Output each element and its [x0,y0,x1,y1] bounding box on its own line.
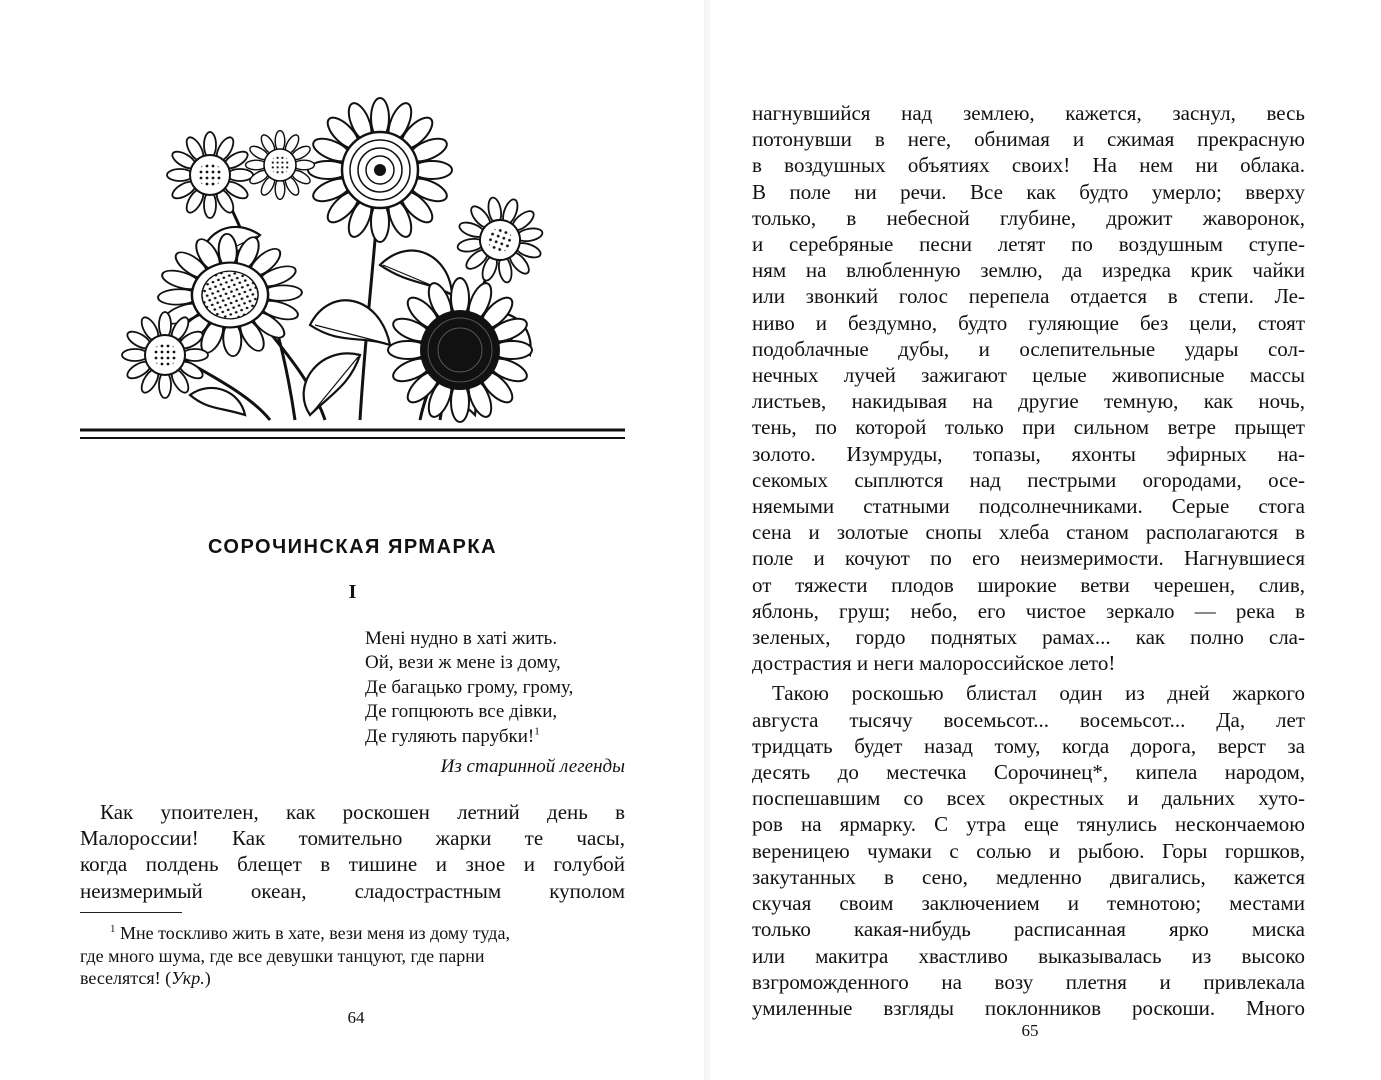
body-line: сена и золотые снопы хлеба станом располагаются в [752,520,1305,545]
epigraph-line [365,725,635,749]
body-line: В поле ни речи. Все как будто умерло; вверху [752,179,1305,204]
body-line: взгроможденного на возу плетня и привлекала [752,969,1305,994]
body-line: закутанных в сено, медленно двигались, кажется [752,864,1305,889]
body-line: десять до местечка Сорочинец*, кипела народом, [752,760,1305,785]
book-gutter [704,0,710,1080]
body-line: вереницею чумаки с солью и рыбою. Горы горшков, [752,838,1305,863]
body-line: умиленные взгляды поклонников роскоши. Много [752,995,1305,1020]
body-line: ням на влюбленную землю, да изредка крик чайки [752,258,1305,283]
body-line: тень, по которой только при сильном ветре прыщет [752,415,1305,440]
body-line: августа тысячу восемьсот... восемьсот... Да, лет [752,707,1305,732]
chapter-number: I [348,581,357,603]
sunflower-small-4 [246,131,315,200]
body-line: листьев, накидывая на другие темную, как ночь, [752,389,1305,414]
body-line: или макитра хвастливо выказывалась из высоко [752,943,1305,968]
footnote-reference: 1 [534,725,540,738]
epigraph-line: Ой, вези ж мене із дому, [365,652,561,674]
body-line: секомых сыплются над пестрыми огородами, осе- [752,467,1305,492]
footnote-line [80,967,630,990]
page-number-left: 64 [347,1008,365,1027]
body-line: золото. Изумруды, топазы, яхонты эфирных на- [752,441,1305,466]
body-line: ниво и бездумно, будто гуляющие без цели, стоят [752,310,1305,335]
right-page-body [752,100,1305,1021]
epigraph-line: Де гопцюють все дівки, [365,701,558,723]
body-line: ров на ярмарку. С утра еще тянулись нескончаемою [752,812,1305,837]
epigraph-source: Из старинной легенды [440,756,625,778]
body-line: зеленых, гордо поднятых рамах... как полно сла- [752,625,1305,650]
chapter-title: СОРОЧИНСКАЯ ЯРМАРКА [207,536,498,558]
footnote-lang-abbr: Укр. [171,968,205,989]
page-number-right: 65 [1021,1021,1039,1040]
epigraph [365,627,635,779]
body-line: дострастия и неги малороссийское лето! [752,651,1116,676]
sunflower-top [308,98,452,242]
footnote-tail: ) [204,968,211,989]
body-line: поле и кочуют по его неизмеримости. Нагнувшиеся [752,546,1305,571]
body-line: от тяжести плодов широкие ветви черешен, слив, [752,572,1305,597]
footnote-line [80,922,630,945]
footnote-rule [80,912,182,913]
body-line: няемыми статными подсолнечниками. Серые стога [752,494,1305,519]
body-line: в воздушных объятиях своих! На нем ни облака. [752,153,1305,178]
footnote-line-text: веселятся! ( [80,968,172,989]
body-line: яблонь, груш; небо, его чистое зеркало — река в [752,598,1305,623]
epigraph-last-line-text: Де гуляють парубки! [365,725,535,747]
footnote-mark: 1 [110,923,116,935]
sunflowers-illustration [80,95,625,445]
body-line: неизмеримый океан, сладострастным куполом [80,878,625,903]
body-line: потонувши в неге, обнимая и сжимая прекрасную [752,127,1305,152]
body-line: когда полдень блещет в тишине и зное и голубой [80,852,625,877]
body-line: Такою роскошью блистал один из дней жаркого [772,681,1305,706]
footnote-line-text: Мне тоскливо жить в хате, вези меня из дому туда, [120,923,510,943]
body-line: только какая-нибудь расписанная ярко миска [752,917,1305,942]
body-line: Малороссии! Как томительно жарки те часы, [80,826,625,851]
body-line: нагнувшийся над землею, кажется, заснул, весь [752,101,1305,125]
footnote-line: где много шума, где все девушки танцуют, где парни [80,945,485,966]
body-line: или звонкий голос перепела отдается в степи. Ле- [752,284,1305,309]
body-line: только, в небесной глубине, дрожит жаворонок, [752,205,1305,230]
body-line: подоблачные дубы, и ослепительные удары сол- [752,336,1305,361]
body-line: и серебряные песни летят по воздушным ступе- [752,232,1305,257]
body-line: тридцать будет назад тому, когда дорога, верст за [752,733,1305,758]
body-line: скучая своим заключением и темнотою; местами [752,891,1305,916]
sunflower-small-1 [167,132,253,218]
footnote [80,922,630,990]
epigraph-line: Мені нудно в хаті жить. [365,628,558,649]
body-line: нечных лучей зажигают целые живописные массы [752,363,1305,388]
right-page [712,0,1381,1080]
sunflower-dark [388,278,532,422]
body-line: поспешавшим со всех окрестных и дальних хуто- [752,786,1305,811]
body-line: Как упоителен, как роскошен летний день в [100,800,625,824]
epigraph-line: Де багацько грому, грому, [365,676,574,698]
left-page-body [80,799,625,904]
